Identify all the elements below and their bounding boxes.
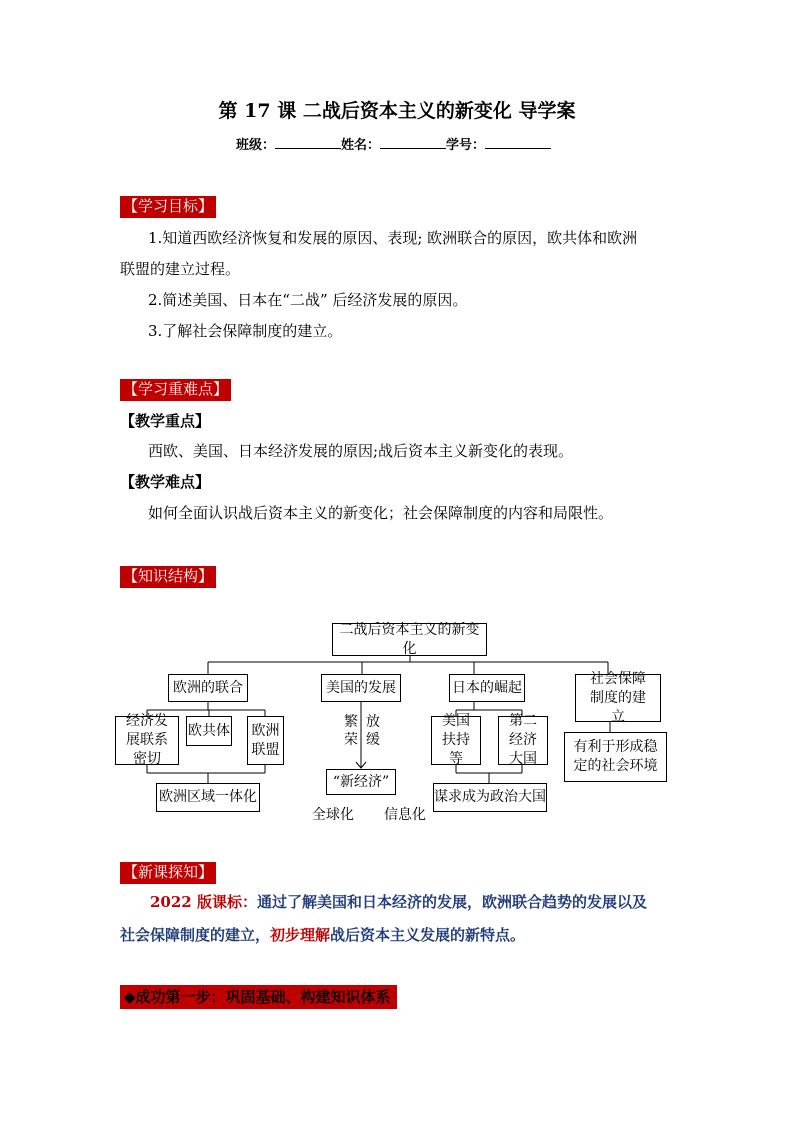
europe-child-3: 欧洲联盟 [247,716,284,765]
japan-child-1: 美国扶持等 [431,716,481,765]
social-box: 社会保障制度的建立 [575,674,661,722]
page-title: 第 17 课 二战后资本主义的新变化 导学案 [218,100,576,122]
std-seg-5: 战后资本主义发展的新特点。 [330,926,526,944]
europe-box: 欧洲的联合 [168,674,248,702]
europe-child-1: 经济发展联系密切 [115,716,179,765]
root-box: 二战后资本主义的新变化 [332,623,487,656]
std-prefix: 2022 版课标： [150,893,257,911]
objective-2: 2.简述美国、日本在“二战” 后经济发展的原因。 [148,291,468,309]
europe-child-2: 欧共体 [186,716,232,746]
new-lesson-tag: 【新课探知】 [120,862,216,884]
japan-child-2: 第二经济大国 [498,716,548,765]
social-result-box: 有利于形成稳定的社会环境 [564,732,667,782]
globalization-label: 全球化 [312,807,354,823]
difficulty-text: 如何全面认识战后资本主义的新变化；社会保障制度的内容和局限性。 [148,504,614,522]
new-economy-box: “新经济” [326,769,396,795]
usa-box: 美国的发展 [321,674,401,702]
objective-3: 3.了解社会保障制度的建立。 [148,322,343,340]
europe-result-box: 欧洲区域一体化 [156,783,260,812]
focus-text: 西欧、美国、日本经济发展的原因;战后资本主义新变化的表现。 [148,442,574,460]
step-one-banner: ◆成功第一步：巩固基础、构建知识体系 [120,985,397,1009]
objectives-tag: 【学习目标】 [120,196,216,218]
std-seg-3: 社会保障制度的建立， [120,926,271,944]
japan-box: 日本的崛起 [449,674,525,702]
structure-tag: 【知识结构】 [120,566,216,588]
usa-slow-label: 放缓 [366,714,380,748]
keypoints-tag: 【学习重难点】 [120,379,231,401]
name-label: 姓名： [341,138,381,153]
class-label: 班级： [236,138,276,153]
std-seg-1: 通过了解 [256,893,317,911]
objective-1-cont: 联盟的建立过程。 [120,260,241,278]
curriculum-standard [120,886,680,952]
usa-prosper-label: 繁荣 [344,714,358,748]
japan-result-box: 谋求成为政治大国 [433,783,547,812]
difficulty-label: 【教学难点】 [120,473,211,491]
objective-1: 1.知道西欧经济恢复和发展的原因、表现; 欧洲联合的原因，欧共体和欧洲 [148,229,638,247]
id-label: 学号： [446,138,486,153]
std-seg-2: 美国和日本经济的发展，欧洲联合趋势的发展以及 [317,893,648,911]
informatization-label: 信息化 [384,807,426,823]
focus-label: 【教学重点】 [120,412,211,430]
std-seg-4: 初步理解 [270,926,331,944]
